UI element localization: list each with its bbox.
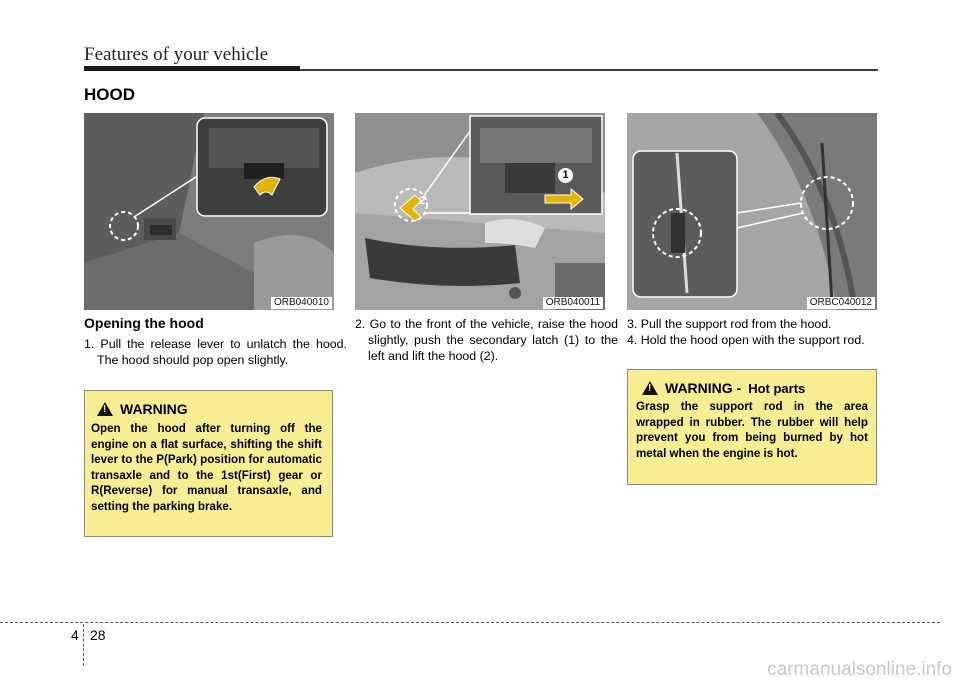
figure-release-lever <box>84 113 334 310</box>
footer-divider <box>83 624 84 666</box>
callout-1: 1 <box>558 168 573 183</box>
warning-heading <box>85 391 332 417</box>
chapter-number: 4 <box>71 627 79 643</box>
step-3: 3. Pull the support rod from the hood. <box>627 317 832 331</box>
warning-subtitle: Hot parts <box>748 380 806 396</box>
warning-icon <box>97 402 113 416</box>
figure-caption: ORB040011 <box>543 297 603 309</box>
warning-icon <box>642 381 658 395</box>
warning-box-hot-parts <box>627 369 877 485</box>
footer-rule <box>0 622 940 623</box>
subheading-opening-hood: Opening the hood <box>84 315 204 331</box>
step-2: 2. Go to the front of the vehicle, raise the hood slightly, push the secondary latch (1) to the left and lift the hood (2). <box>355 317 618 363</box>
step-1: 1. Pull the release lever to unlatch the hood. The hood should pop open slightly. <box>84 337 347 367</box>
page-number: 28 <box>90 627 106 643</box>
figure-support-rod <box>627 113 877 310</box>
warning-text: Open the hood after turning off the engine on a flat surface, shifting the shift lever to the P(Park) position for automatic transaxle and to the 1st(First) gear or R(Reverse) for manual transaxle, and setting the parking brake. <box>91 422 322 513</box>
figure-secondary-latch <box>355 113 605 310</box>
warning-title: WARNING <box>120 401 188 417</box>
step-4: 4. Hold the hood open with the support rod. <box>627 333 865 347</box>
warning-heading <box>628 370 876 396</box>
callout-2: 2 <box>419 195 426 207</box>
warning-box-hood <box>84 390 333 537</box>
figure-caption: ORB040010 <box>271 297 332 309</box>
header-bar <box>84 66 300 71</box>
header-title: Features of your vehicle <box>84 44 269 65</box>
watermark: carmanualsonline.info <box>767 659 952 680</box>
warning-title: WARNING - <box>665 380 742 396</box>
section-title: HOOD <box>84 85 135 104</box>
warning-text: Grasp the support rod in the area wrapped in rubber. The rubber will help prevent you from being burned by hot metal when the engine is hot. <box>636 400 868 460</box>
figure-caption: ORBC040012 <box>807 297 875 309</box>
header-rule <box>300 69 878 71</box>
